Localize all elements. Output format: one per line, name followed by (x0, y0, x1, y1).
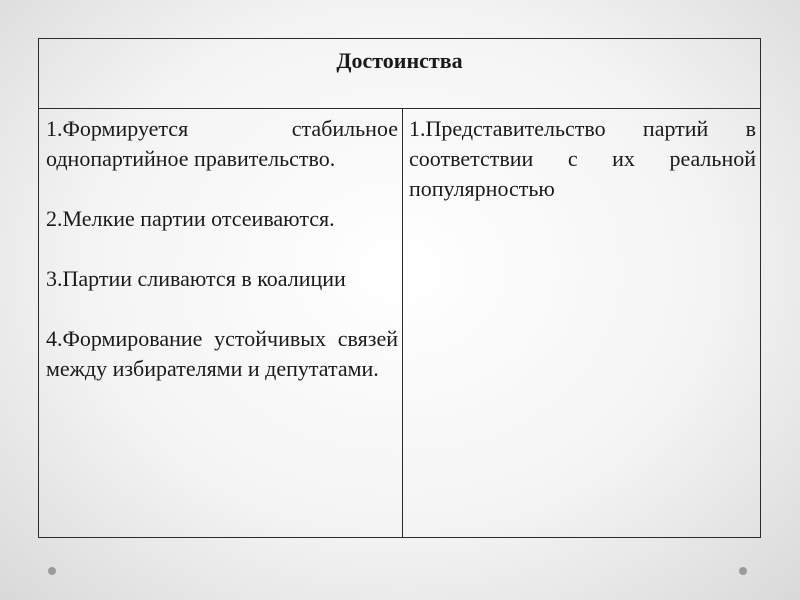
comparison-table (38, 38, 761, 538)
left-cell (39, 109, 402, 414)
left-item-1: 1.Формируется стабильное однопартийное правительство. (46, 116, 398, 171)
left-item-2: 2.Мелкие партии отсеиваются. (46, 206, 335, 231)
bullet-dot-left (48, 567, 56, 575)
table-header: Достоинства (336, 48, 463, 73)
right-cell (403, 109, 760, 204)
bullet-dot-right (739, 567, 747, 575)
table-header-cell (39, 39, 760, 109)
left-item-4: 4.Формирование устойчивых связей между избирателями и депутатами. (46, 326, 398, 381)
left-item-3: 3.Партии сливаются в коалиции (46, 266, 346, 291)
right-item-1: 1.Представительство партий в соответствии с их реальной популярностью (409, 116, 756, 201)
